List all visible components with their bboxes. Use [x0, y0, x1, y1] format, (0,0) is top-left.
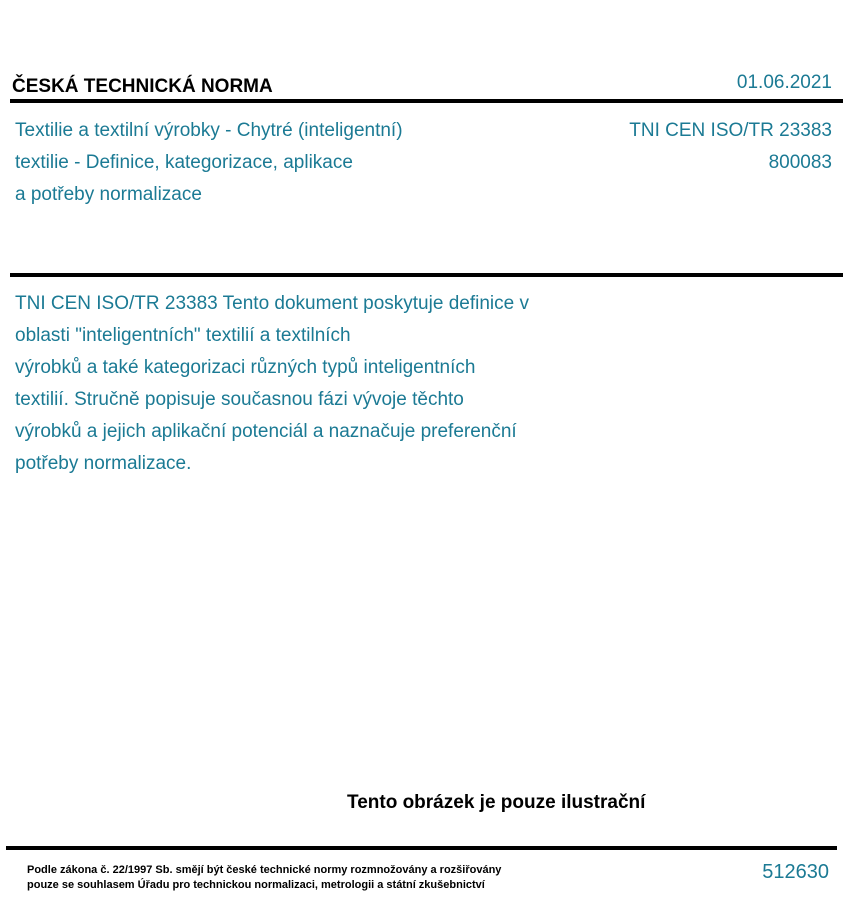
footer-code: 512630 [762, 861, 829, 883]
standard-designation: TNI CEN ISO/TR 23383 [629, 120, 832, 141]
legal-notice-line: pouze se souhlasem Úřadu pro technickou normalizaci, metrologii a státní zkušebnictví [27, 879, 485, 891]
middle-divider [10, 273, 843, 277]
abstract-text [15, 288, 529, 480]
legal-notice [27, 863, 501, 893]
standard-title-line: a potřeby normalizace [15, 184, 202, 205]
abstract-line: TNI CEN ISO/TR 23383 Tento dokument poskytuje definice v [15, 293, 529, 314]
standard-title [15, 115, 403, 211]
publication-date: 01.06.2021 [736, 72, 832, 93]
illustration-note: Tento obrázek je pouze ilustrační [347, 792, 646, 813]
abstract-line: výrobků a také kategorizaci různých typů inteligentních [15, 357, 476, 378]
abstract-line: oblasti "inteligentních" textilií a textilních [15, 325, 351, 346]
standard-designation-block [629, 115, 832, 179]
standard-title-line: textilie - Definice, kategorizace, aplikace [15, 152, 353, 173]
abstract-line: potřeby normalizace. [15, 453, 192, 474]
legal-notice-line: Podle zákona č. 22/1997 Sb. smějí být české technické normy rozmnožovány a rozšiřovány [27, 864, 502, 876]
bottom-divider [6, 846, 837, 850]
abstract-line: textilií. Stručně popisuje současnou fázi vývoje těchto [15, 389, 464, 410]
top-divider [10, 99, 843, 103]
standard-title-line: Textilie a textilní výrobky - Chytré (inteligentní) [15, 120, 403, 141]
abstract-line: výrobků a jejich aplikační potenciál a naznačuje preferenční [15, 421, 517, 442]
document-type-title: ČESKÁ TECHNICKÁ NORMA [12, 76, 273, 97]
catalog-number: 800083 [768, 152, 832, 173]
